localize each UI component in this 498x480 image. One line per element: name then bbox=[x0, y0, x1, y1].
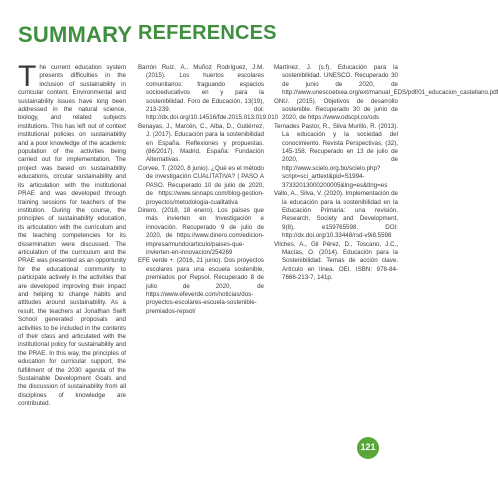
drop-cap: T bbox=[18, 60, 37, 93]
reference-item: Benayas, J., Marcén, C., Alba, D., Gutiérrez, J. (2017). Educación para la sostenibilidad en España. Reflexiones y propuestas. (86/2017). Madrid, España: Fundación Alternativas. bbox=[138, 122, 264, 164]
reference-item: EFE verde +. (2016, 21 junio). Dos proyectos escolares para una escuela sostenible, premiados por Repsol. Recuperado 8 de julio de 2020, de https://www.efeverde.com/noticias/dos-proyectos-escolares-escuela-sostenible-premiados-repsol/ bbox=[138, 257, 264, 315]
reference-item: Vilches, A., Gil Pérez, D., Toscano, J.C., Macías, O. (2014). Educación para la Sostenibilidad. Temas de acción clave. Artículo en línea. OEI. ISBN: 978-84-7666-213-7, 141p. bbox=[274, 240, 398, 282]
page-number: 121 bbox=[360, 442, 376, 452]
references-heading: REFERENCES bbox=[138, 22, 277, 44]
reference-item: Corvee, T. (2020, 8 junio). ¿Qué es el método de investigación CUALITATIVA? | PASO A PASO. Recuperado 10 de julio de 2020, de https://www.sinnaps.com/blog-gestion-proyectos/metodologia-cualitativa bbox=[138, 164, 264, 206]
reference-item: Barrón Ruiz, A., Muñoz Rodríguez, J.M. (2015). Los huertos escolares comunitarios: fraguando espacios socioeducativos en y para la sostenibilidad. Foro de Educación, 13(19), 213-239. doi: http://dx.doi.org/10.14516/fde.2015.013.019.010 bbox=[138, 64, 279, 122]
reference-item: Ternades Pastor, R., Silva Murillo, R. (2013). La educación y la sociedad del conocimiento. Revista Perspectivas, (32), 145-158. Recuperado en 13 de julio de 2020, de http://www.scielo.org.bo/scielo.php?script=sci_arttext&pid=S1994-37332013000200005&lng=es&tlng=es bbox=[274, 122, 398, 189]
reference-item: Vallo, A., Silva, V. (2020). Implementación de la educación para la sostenibilidad en la Educación Primaria: una revisión. Research, Society and Development, 9(8), e159765598. DOI: http://dx.doi.org/10.33448/rsd-v9i8.5598 bbox=[274, 190, 398, 240]
reference-item: Martínez, J. (s.f). Educación para la sostenibilidad. UNESCO. Recuperado 30 de junio de 2020, de http://www.unescoetxea.org/ext/manual_EDS/pdf/01_educacion_castellano.pdf bbox=[274, 64, 498, 97]
reference-item: Dinero. (2018, 18 enero). Los países que más invierten en Investigación e innovación. Recuperado 9 de julio de 2020, de https://www.dinero.com/edicion-impresa/mundo/articulo/paises-que-invierten-en-innovacion/254269 bbox=[138, 206, 264, 256]
references-column-2 bbox=[274, 64, 498, 283]
summary-heading: SUMMARY bbox=[18, 22, 133, 47]
references-column-1 bbox=[138, 64, 279, 316]
summary-column bbox=[18, 60, 127, 409]
page-number-badge bbox=[357, 437, 383, 459]
reference-item: ONU. (2015). Objetivos de desarrollo sostenible. Recuperado 30 de junio de 2020, de https://www.odscpl.co/ods bbox=[274, 97, 398, 122]
summary-text: he current education system presents difficulties in the inclusion of sustainability in curricular content. Environmental and sustainability issues have long been addressed in the natural science, biology, and related subjects institutions. This has left out of context institutional policies on sustainability and a poor knowledge of the academic population of the activities being carried out for implementation. The project was based on sustainability educations, circular sustainability and its articulation with the institutional PRAE and was developed through training sessions for teachers of the institution. During the course, the principles of sustainability education, its articulation with the curriculum and the teaching competencies for its dissemination were discussed. The articulation of the curriculum and the PRAE was presented as an opportunity for the educational community to participate actively in the activities that are developed improving their impact and helping to change habits and attitudes around sustainability. As a result, the teachers at Jonathan Swift School generated proposals and activities to be included in the contents of their class and articulated with the institutional policy for sustainability and the PRAE. In this way, the principles of education for curricular support, the fulfillment of the 2030 agenda of the Sustainable Development Goals and the discussion of sustainability from all disciplines of knowledge are contributed. bbox=[18, 64, 127, 408]
